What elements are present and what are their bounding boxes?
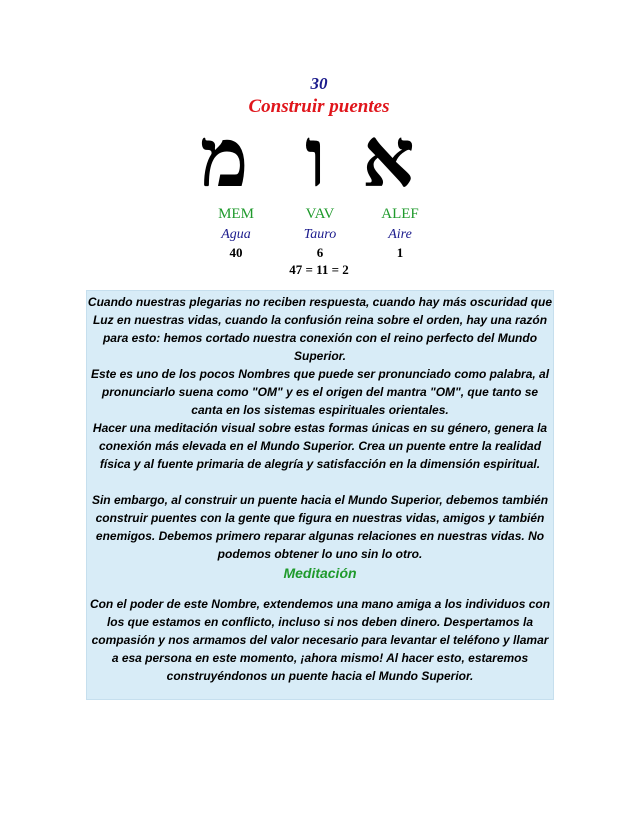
hebrew-letter-mem: מ [200,110,249,206]
letter-value-mem: 40 [229,245,243,260]
letter-name-mem: MEM [218,206,254,222]
paragraph-om: Este es uno de los pocos Nombres que puede ser pronunciado como palabra, al pronunciarlo suena como "OM" y es el origen del mantra "OM", que tanto se canta en los sistemas espirituales orientales. [90,367,550,417]
letter-name-alef: ALEF [381,206,419,222]
paragraph-intro: Cuando nuestras plegarias no reciben respuesta, cuando hay más oscuridad que Luz en nuestras vidas, cuando la confusión reina sobre el orden, hay una razón para esto: hemos cortado nuestra conexión con el reino perfecto del Mundo Superior. [87,295,553,363]
text-box [86,290,554,700]
hebrew-letters [200,110,440,206]
hebrew-letter-alef: א [362,110,415,206]
letter-meaning-vav: Tauro [303,227,337,242]
hebrew-letter-vav: ו [305,110,326,206]
letter-meaning-mem: Agua [221,227,251,242]
paragraph-visual-meditation: Hacer una meditación visual sobre estas formas únicas en su género, genera la conexión más elevada en el Mundo Superior. Crea un puente entre la realidad física y al fuente primaria de alegría y satisfacción en la dimensión espiritual. [92,421,548,471]
numeric-total: 47 = 11 = 2 [289,262,349,277]
letter-name-vav: VAV [305,206,335,222]
meditation-heading: Meditación [283,565,357,581]
letter-value-alef: 1 [396,245,404,260]
letter-meaning-alef: Aire [388,227,412,242]
paragraph-bridges: Sin embargo, al construir un puente hacia el Mundo Superior, debemos también construir puentes con la gente que figura en nuestras vidas, amigos y también enemigos. Debemos primero reparar algunas relaciones en nuestras vidas. No podemos obtener lo uno sin lo otro. [91,493,549,561]
page-title: Construir puentes [248,96,390,117]
letter-value-vav: 6 [316,245,324,260]
page-number: 30 [310,74,328,93]
paragraph-meditation: Con el poder de este Nombre, extendemos una mano amiga a los individuos con los que estamos en conflicto, incluso si nos deben dinero. Despertamos la compasión y nos armamos del valor necesario para levantar el teléfono y llamar a esa persona en este momento, ¡ahora mismo! Al hacer esto, estaremos construyéndonos un puente hacia el Mundo Superior. [89,597,551,683]
